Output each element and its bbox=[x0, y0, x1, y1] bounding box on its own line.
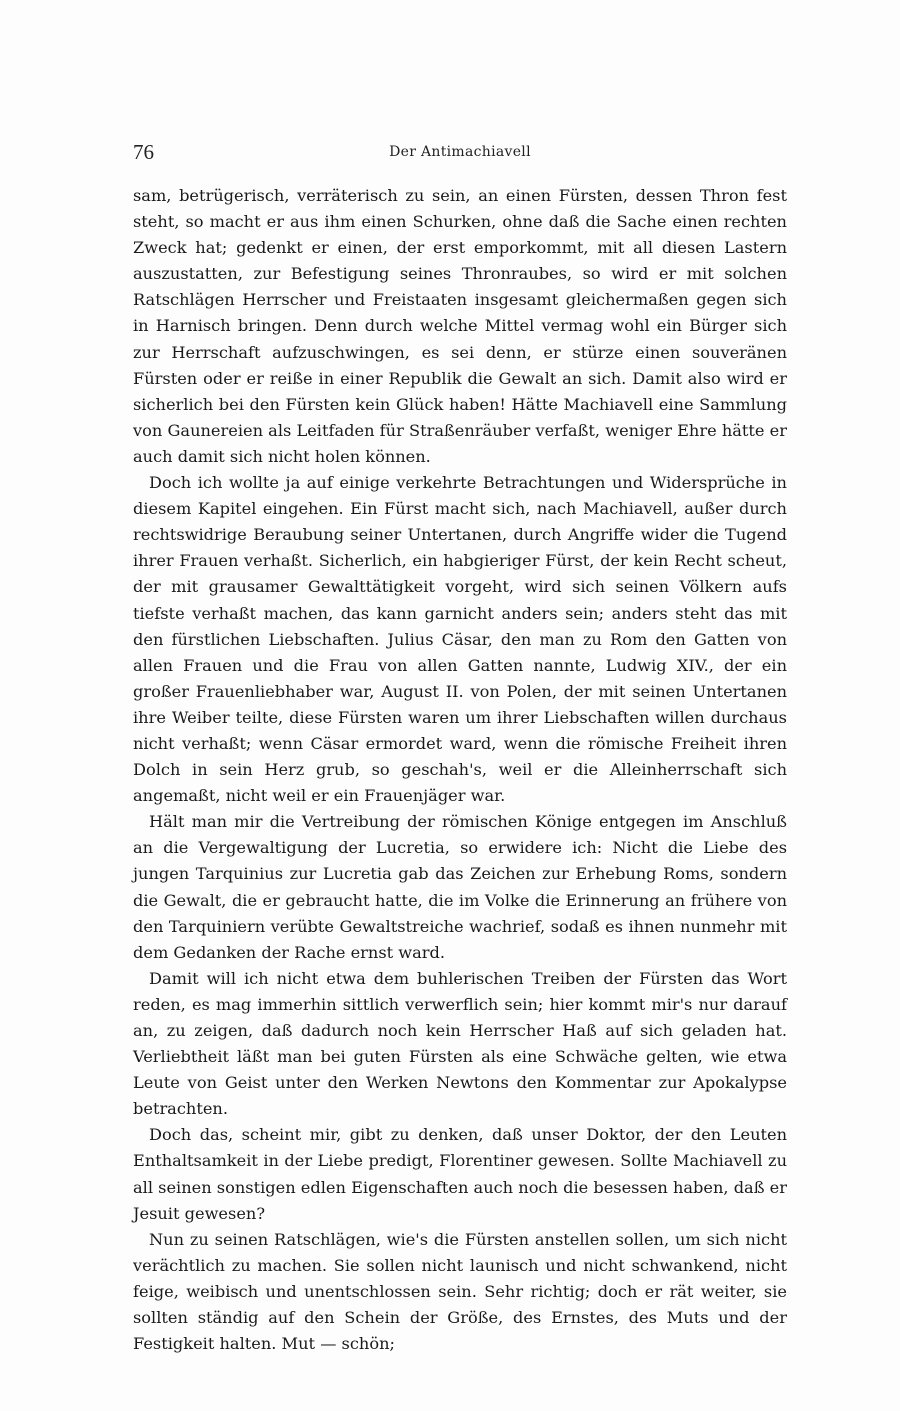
body-text bbox=[133, 183, 787, 1357]
paragraph-2: Doch ich wollte ja auf einige verkehrte Betrachtungen und Widersprüche in diesem Kapitel eingehen. Ein Fürst macht sich, nach Machiavell, außer durch rechtswidrige Beraubung seiner Untertanen, durch Angriffe wider die Tugend ihrer Frauen verhaßt. Sicherlich, ein habgieriger Fürst, der kein Recht scheut, der mit grausamer Gewalttätigkeit vorgeht, wird sich seinen Völkern aufs tiefste verhaßt machen, das kann garnicht anders sein; anders steht das mit den fürstlichen Liebschaften. Julius Cäsar, den man zu Rom den Gatten von allen Frauen und die Frau von allen Gatten nannte, Ludwig XIV., der ein großer Frauenliebhaber war, August II. von Polen, der mit seinen Untertanen ihre Weiber teilte, diese Fürsten waren um ihrer Liebschaften willen durchaus nicht verhaßt; wenn Cäsar ermordet ward, wenn die römische Freiheit ihren Dolch in sein Herz grub, so geschah's, weil er die Alleinherrschaft sich angemaßt, nicht weil er ein Frauenjäger war. bbox=[133, 473, 787, 806]
running-header bbox=[133, 140, 787, 168]
paragraph-4: Damit will ich nicht etwa dem buhlerischen Treiben der Fürsten das Wort reden, es mag immerhin sittlich verwerflich sein; hier kommt mir's nur darauf an, zu zeigen, daß dadurch noch kein Herrscher Haß auf sich geladen hat. Verliebtheit läßt man bei guten Fürsten als eine Schwäche gelten, wie etwa Leute von Geist unter den Werken Newtons den Kommentar zur Apokalypse betrachten. bbox=[133, 968, 787, 1119]
paragraph-6: Nun zu seinen Ratschlägen, wie's die Fürsten anstellen sollen, um sich nicht verächtlich zu machen. Sie sollen nicht launisch und nicht schwankend, nicht feige, weibisch und unentschlossen sein. Sehr richtig; doch er rät weiter, sie sollten ständig auf den Schein der Größe, des Ernstes, des Muts und der Festigkeit halten. Mut — schön; bbox=[133, 1229, 787, 1354]
paragraph-1: sam, betrügerisch, verräterisch zu sein, an einen Fürsten, dessen Thron fest steht, so macht er aus ihm einen Schurken, ohne daß die Sache einen rechten Zweck hat; gedenkt er einen, der erst emporkommt, mit all diesen Lastern auszustatten, zur Befestigung seines Thronraubes, so wird er mit solchen Ratschlägen Herrscher und Freistaaten insgesamt gleichermaßen gegen sich in Harnisch bringen. Denn durch welche Mittel vermag wohl ein Bürger sich zur Herrschaft aufzuschwingen, es sei denn, er stürze einen souveränen Fürsten oder er reiße in einer Republik die Gewalt an sich. Damit also wird er sicherlich bei den Fürsten kein Glück haben! Hätte Machiavell eine Sammlung von Gaunereien als Leitfaden für Straßenräuber verfaßt, weniger Ehre hätte er auch damit sich nicht holen können. bbox=[133, 186, 787, 466]
paragraph-5: Doch das, scheint mir, gibt zu denken, daß unser Doktor, der den Leuten Enthaltsamkeit in der Liebe predigt, Florentiner gewesen. Sollte Machiavell zu all seinen sonstigen edlen Eigenschaften auch noch die besessen haben, daß er Jesuit gewesen? bbox=[133, 1125, 787, 1223]
paragraph-3: Hält man mir die Vertreibung der römischen Könige entgegen im Anschluß an die Vergewaltigung der Lucretia, so erwidere ich: Nicht die Liebe des jungen Tarquinius zur Lucretia gab das Zeichen zur Erhebung Roms, sondern die Gewalt, die er gebraucht hatte, die im Volke die Erinnerung an frühere von den Tarquiniern verübte Gewaltstreiche wachrief, sodaß es ihnen nunmehr mit dem Gedanken der Rache ernst ward. bbox=[133, 812, 787, 962]
running-title: Der Antimachiavell bbox=[389, 144, 531, 160]
page-number: 76 bbox=[133, 140, 154, 164]
